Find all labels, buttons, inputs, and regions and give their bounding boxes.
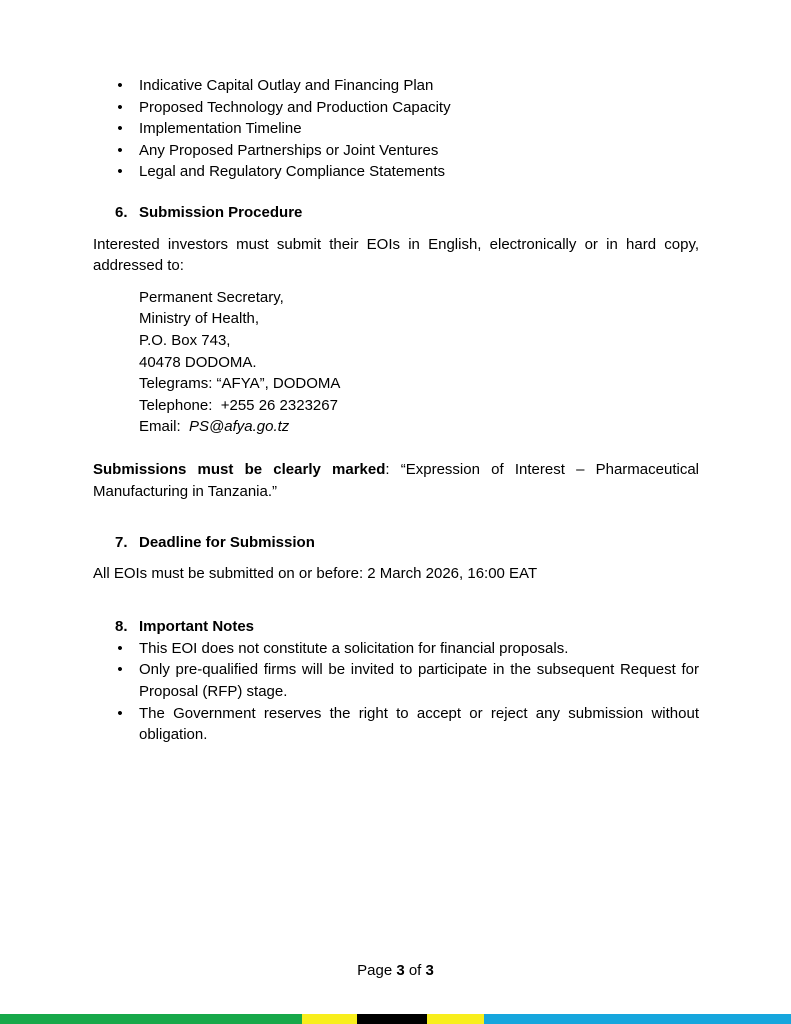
page-number: Page 3 of 3 — [357, 962, 434, 979]
bullet-icon: • — [117, 120, 123, 138]
email-line: Email: PS@afya.go.tz — [139, 418, 290, 436]
marking-instruction: Submissions must be clearly marked: “Expression of Interest – Pharmaceutical Manufacturing in Tanzania.” — [93, 460, 699, 500]
address-line: Ministry of Health, — [139, 310, 260, 328]
address-line: P.O. Box 743, — [139, 331, 231, 349]
notes-heading: 8. Important Notes — [115, 618, 255, 636]
deadline-text: All EOIs must be submitted on or before: 2 March 2026, 16:00 EAT — [93, 564, 538, 582]
requirements-list — [93, 75, 699, 183]
telephone-line: Telephone: +255 26 2323267 — [139, 396, 338, 414]
list-item: • Indicative Capital Outlay and Financing Plan — [93, 75, 699, 97]
email-link[interactable]: PS@afya.go.tz — [189, 418, 290, 436]
notes-list — [93, 638, 699, 746]
list-item: • Proposed Technology and Production Capacity — [93, 97, 699, 119]
address-line: Permanent Secretary, — [139, 288, 284, 306]
list-item: • Any Proposed Partnerships or Joint Ventures — [93, 140, 699, 162]
bullet-icon: • — [117, 77, 123, 94]
bullet-icon: • — [117, 141, 123, 159]
address-line: Telegrams: “AFYA”, DODOMA — [139, 375, 341, 393]
bullet-icon: • — [117, 163, 123, 181]
list-item: • Only pre-qualified firms will be invited to participate in the subsequent Request for Proposal (RFP) stage. — [93, 659, 699, 702]
flag-stripe-yellow — [302, 1014, 357, 1024]
flag-stripe-blue — [484, 1014, 791, 1024]
list-item: • This EOI does not constitute a solicitation for financial proposals. — [93, 638, 699, 660]
flag-stripe-yellow — [427, 1014, 484, 1024]
deadline-heading: 7. Deadline for Submission — [115, 534, 315, 552]
page-content — [93, 75, 699, 746]
bullet-icon: • — [117, 98, 123, 116]
submission-heading: 6. Submission Procedure — [115, 203, 303, 221]
address-line: 40478 DODOMA. — [139, 353, 257, 371]
bullet-icon: • — [117, 639, 123, 657]
bullet-icon: • — [117, 661, 123, 679]
bullet-icon: • — [117, 704, 123, 722]
flag-stripe-black — [357, 1014, 427, 1024]
submission-intro: Interested investors must submit their EOIs in English, electronically or in hard copy, addressed to: — [93, 235, 699, 275]
address-block — [93, 287, 699, 438]
list-item: • The Government reserves the right to accept or reject any submission without obligation. — [93, 703, 699, 746]
list-item: • Implementation Timeline — [93, 118, 699, 140]
flag-stripe-green — [0, 1014, 302, 1024]
list-item: • Legal and Regulatory Compliance Statements — [93, 161, 699, 183]
flag-color-bar — [0, 1014, 791, 1024]
